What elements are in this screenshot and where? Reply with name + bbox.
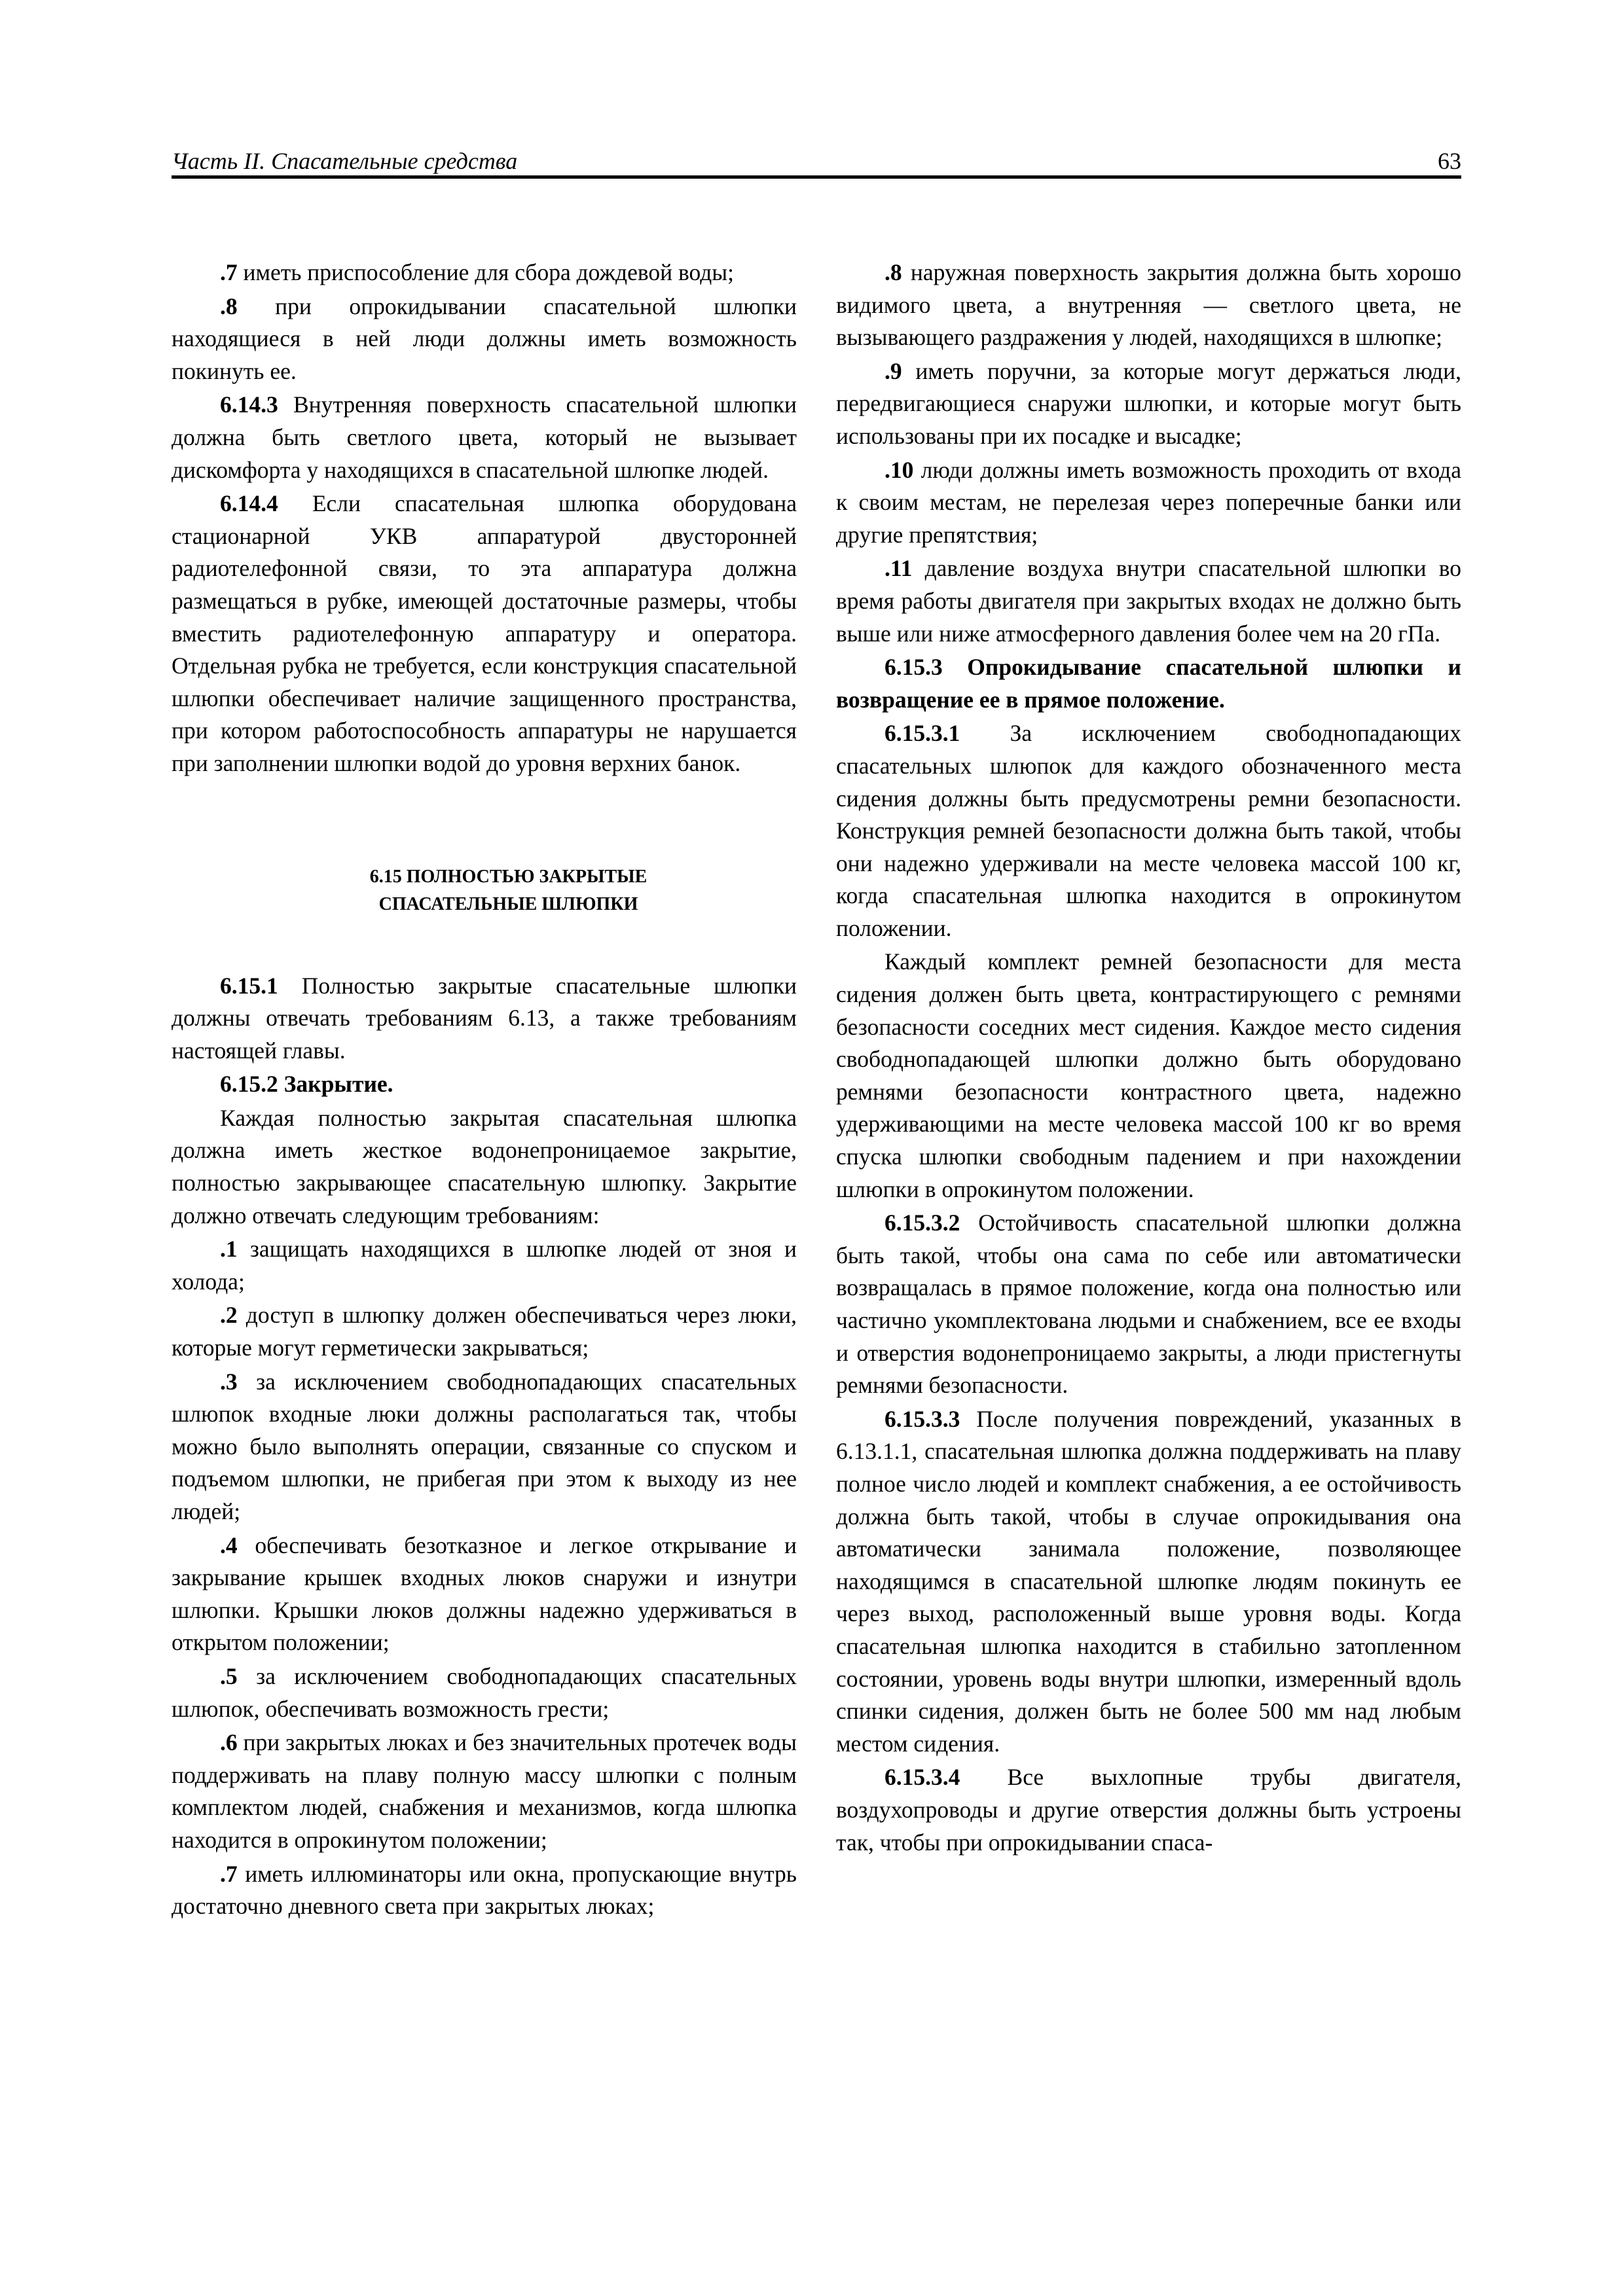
paragraph: .7 иметь приспособление для сбора дождевой воды; <box>220 259 735 285</box>
left-column <box>172 257 797 1924</box>
list-item: .7 иметь иллюминаторы или окна, пропускающие внутрь достаточно дневного света при закрытых люках; <box>172 1860 797 1920</box>
list-item: .3 за исключением свободнопадающих спасательных шлюпок входные люки должны располагаться так, чтобы можно было выполнять операции, связанные со спуском и подъемом шлюпки, не прибегая при этом к выходу из нее людей; <box>172 1368 797 1524</box>
list-item: .10 люди должны иметь возможность проходить от входа к своим местам, не перелезая через поперечные банки или другие препятствия; <box>836 456 1461 548</box>
right-column <box>836 257 1461 1860</box>
paragraph: 6.14.3 Внутренняя поверхность спасательной шлюпки должна быть светлого цвета, который не вызывает дискомфорта у находящихся в спасательной шлюпке людей. <box>172 391 797 483</box>
header-title: Часть II. Спасательные средства <box>172 148 518 174</box>
subsection-heading: 6.15.3 Опрокидывание спасательной шлюпки и возвращение ее в прямое положение. <box>836 654 1461 713</box>
section-heading-line-2: СПАСАТЕЛЬНЫЕ ШЛЮПКИ <box>378 893 638 914</box>
paragraph: 6.15.3.4 Все выхлопные трубы двигателя, воздухопроводы и другие отверстия должны быть устроены так, чтобы при опрокидывании спаса- <box>836 1764 1461 1856</box>
paragraph: 6.14.4 Если спасательная шлюпка оборудована стационарной УКВ аппаратурой двусторонней радиотелефонной связи, то эта аппаратура должна размещаться в рубке, имеющей достаточные размеры, чтобы вместить радиотелефонную аппаратуру и оператора. Отдельная рубка не требуется, если конструкция спасательной шлюпки обеспечивает наличие защищенного пространства, при котором работоспособность аппаратуры не нарушается при заполнении шлюпки водой до уровня верхних банок. <box>172 490 797 776</box>
section-heading-line-1: 6.15 ПОЛНОСТЬЮ ЗАКРЫТЫЕ <box>369 866 647 887</box>
list-item: .6 при закрытых люках и без значительных протечек воды поддерживать на плаву полную массу шлюпки с полным комплектом людей, снабжения и механизмов, когда шлюпка находится в опрокинутом положении; <box>172 1729 797 1853</box>
list-item: .9 иметь поручни, за которые могут держаться люди, передвигающиеся снаружи шлюпки, и которые могут быть использованы при их посадке и высадке; <box>836 357 1461 449</box>
list-item: .5 за исключением свободнопадающих спасательных шлюпок, обеспечивать возможность грести; <box>172 1662 797 1722</box>
paragraph: .8 при опрокидывании спасательной шлюпки находящиеся в ней люди должны иметь возможность покинуть ее. <box>172 293 797 384</box>
list-item: .4 обеспечивать безотказное и легкое открывание и закрывание крышек входных люков снаружи и изнутри шлюпки. Крышки люков должны надежно удерживаться в открытом положении; <box>172 1532 797 1656</box>
paragraph: Каждая полностью закрытая спасательная шлюпка должна иметь жесткое водонепроницаемое закрытие, полностью закрывающее спасательную шлюпку. Закрытие должно отвечать следующим требованиям: <box>172 1104 797 1229</box>
running-header <box>172 147 1461 179</box>
list-item: .2 доступ в шлюпку должен обеспечиваться через люки, которые могут герметически закрываться; <box>172 1302 797 1361</box>
subsection-heading: 6.15.2 Закрытие. <box>220 1071 393 1098</box>
paragraph: 6.15.3.2 Остойчивость спасательной шлюпки должна быть такой, чтобы она сама по себе или автоматически возвращалась в прямое положение, когда она полностью или частично укомплектована людьми и снабжением, все ее входы и отверстия водонепроницаемо закрыты, а люди пристегнуты ремнями безопасности. <box>836 1210 1461 1399</box>
list-item: .11 давление воздуха внутри спасательной шлюпки во время работы двигателя при закрытых входах не должно быть выше или ниже атмосферного давления более чем на 20 гПа. <box>836 555 1461 647</box>
paragraph: 6.15.1 Полностью закрытые спасательные шлюпки должны отвечать требованиям 6.13, а также требованиям настоящей главы. <box>172 972 797 1064</box>
list-item: .8 наружная поверхность закрытия должна быть хорошо видимого цвета, а внутренняя — светлого цвета, не вызывающего раздражения у людей, находящихся в шлюпке; <box>836 259 1461 351</box>
page-number: 63 <box>1438 148 1461 174</box>
list-item: .1 защищать находящихся в шлюпке людей от зноя и холода; <box>172 1236 797 1295</box>
paragraph: 6.15.3.3 После получения повреждений, указанных в 6.13.1.1, спасательная шлюпка должна поддерживать на плаву полное число людей и комплект снабжения, а ее остойчивость должна быть такой, чтобы в случае опрокидывания она автоматически занимала положение, позволяющее находящимся в спасательной шлюпке людям покинуть ее через выход, расположенный выше уровня воды. Когда спасательная шлюпка находится в стабильно затопленном состоянии, уровень воды внутри шлюпки, измеренный вдоль спинки сидения, должен быть не более 500 мм над любым местом сидения. <box>836 1405 1461 1757</box>
paragraph: 6.15.3.1 За исключением свободнопадающих спасательных шлюпок для каждого обозначенного места сидения должны быть предусмотрены ремни безопасности. Конструкция ремней безопасности должна быть такой, чтобы они надежно удерживали на месте человека массой 100 кг, когда спасательная шлюпка находится в опрокинутом положении. <box>836 720 1461 941</box>
paragraph: Каждый комплект ремней безопасности для места сидения должен быть цвета, контрастирующего с ремнями безопасности соседних мест сидения. Каждое место сидения свободнопадающей шлюпки должно быть оборудовано ремнями безопасности контрастного цвета, надежно удерживающими на месте человека массой 100 кг во время спуска шлюпки свободным падением и при нахождении шлюпки в опрокинутом положении. <box>836 948 1461 1202</box>
